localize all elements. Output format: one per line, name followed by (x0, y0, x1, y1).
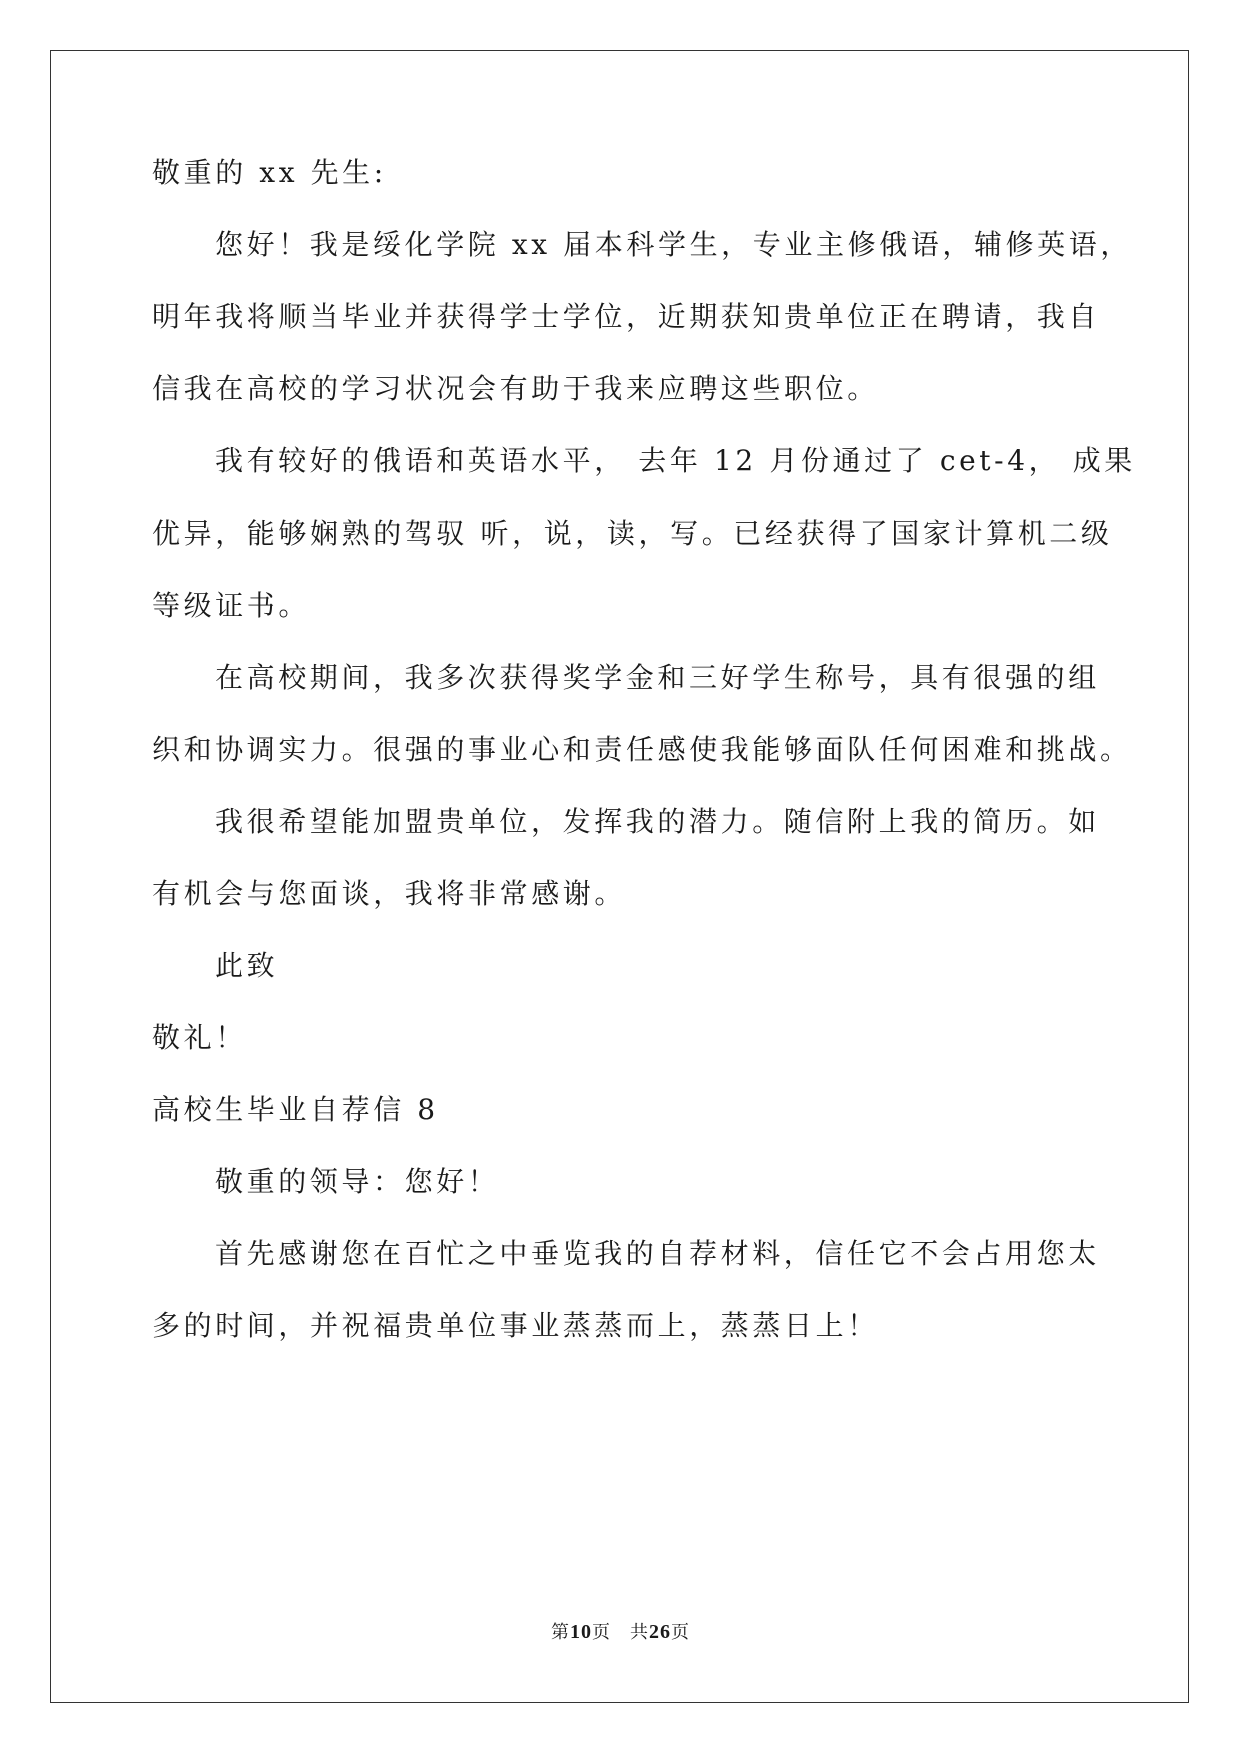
paragraph-line: 织和协调实力。很强的事业心和责任感使我能够面队任何困难和挑战。 (152, 733, 1132, 766)
closing-line: 此致 (215, 949, 279, 982)
closing-line: 敬礼！ (152, 1021, 247, 1054)
page-prefix: 第 (551, 1622, 570, 1642)
page-footer (0, 1620, 1241, 1644)
page-total: 26 (649, 1621, 671, 1643)
paragraph-line: 我有较好的俄语和英语水平， 去年 12 月份通过了 cet-4， 成果 (215, 444, 1136, 477)
paragraph-line: 明年我将顺当毕业并获得学士学位，近期获知贵单位正在聘请，我自 (152, 300, 1101, 333)
page-current: 10 (570, 1621, 592, 1643)
paragraph-line: 多的时间，并祝福贵单位事业蒸蒸而上，蒸蒸日上！ (152, 1309, 879, 1342)
page-mid: 页 共 (592, 1622, 649, 1642)
paragraph-line: 等级证书。 (152, 589, 311, 622)
paragraph-line: 信我在高校的学习状况会有助于我来应聘这些职位。 (152, 372, 879, 405)
paragraph-line: 在高校期间，我多次获得奖学金和三好学生称号，具有很强的组 (215, 661, 1100, 694)
paragraph-line: 我很希望能加盟贵单位，发挥我的潜力。随信附上我的简历。如 (215, 805, 1100, 838)
paragraph-line: 您好！我是绥化学院 xx 届本科学生，专业主修俄语，辅修英语， (215, 228, 1132, 261)
section-heading: 高校生毕业自荐信 8 (152, 1093, 439, 1126)
salutation: 敬重的领导：您好！ (215, 1165, 500, 1198)
paragraph-line: 有机会与您面谈，我将非常感谢。 (152, 877, 627, 910)
paragraph-line: 首先感谢您在百忙之中垂览我的自荐材料，信任它不会占用您太 (215, 1237, 1100, 1270)
page-suffix: 页 (671, 1622, 690, 1642)
salutation: 敬重的 xx 先生: (152, 156, 387, 189)
paragraph-line: 优异，能够娴熟的驾驭 听，说，读，写。已经获得了国家计算机二级 (152, 517, 1113, 550)
